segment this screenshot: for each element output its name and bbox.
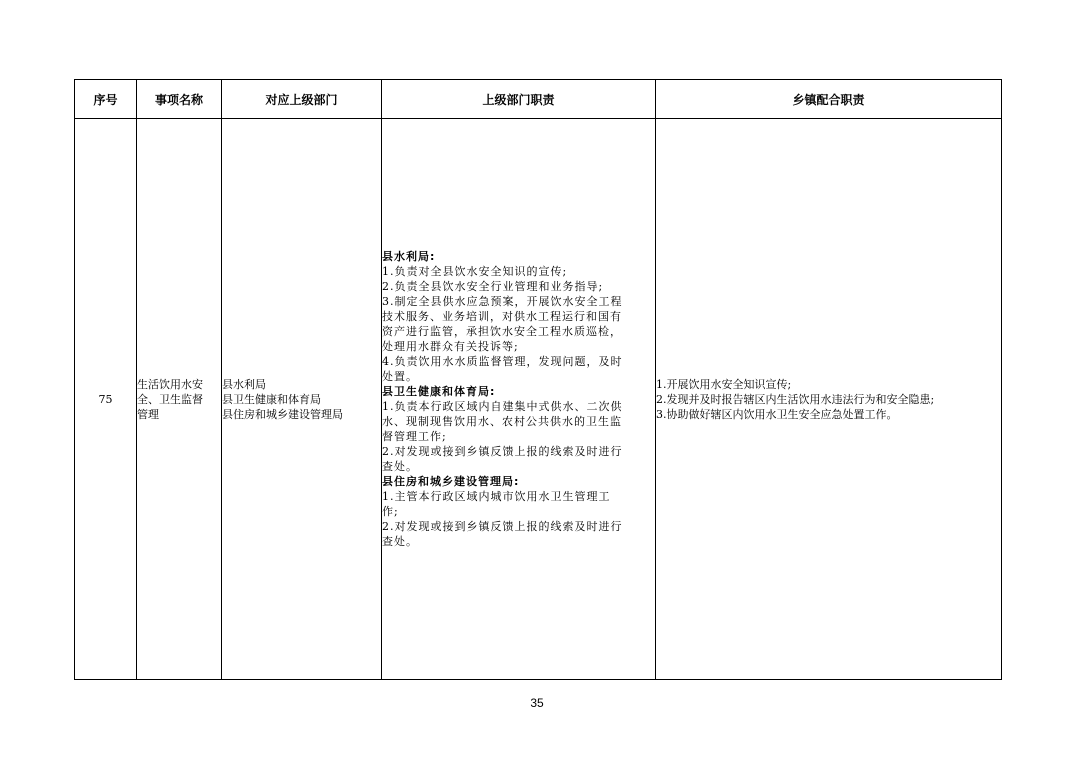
cell-superior-duty	[382, 119, 656, 680]
header-row	[75, 80, 1002, 119]
dept-line: 县住房和城乡建设管理局	[222, 407, 343, 421]
town-duty-line: 1.开展饮用水安全知识宣传;	[656, 377, 792, 391]
table-row	[75, 119, 1002, 680]
responsibility-table	[74, 79, 1002, 680]
town-duty-line: 2.发现并及时报告辖区内生活饮用水违法行为和安全隐患;	[656, 392, 935, 406]
duty-line: 查处。	[382, 535, 418, 548]
town-duty-line: 3.协助做好辖区内饮用水卫生安全应急处置工作。	[656, 407, 898, 421]
duty-line: 1.主管本行政区域内城市饮用水卫生管理工	[382, 490, 611, 503]
header-town-duty: 乡镇配合职责	[656, 80, 1002, 119]
duty-dept-heading: 县住房和城乡建设管理局:	[382, 475, 520, 488]
page-number: 35	[530, 696, 544, 710]
duty-line: 2.对发现或接到乡镇反馈上报的线索及时进行	[382, 520, 623, 533]
duty-line: 2.对发现或接到乡镇反馈上报的线索及时进行	[382, 445, 623, 458]
header-item-name: 事项名称	[137, 80, 222, 119]
duty-line: 1.负责本行政区域内自建集中式供水、二次供	[382, 400, 623, 413]
duty-line: 4.负责饮用水水质监督管理，发现问题，及时	[382, 355, 623, 368]
dept-line: 县水利局	[222, 377, 266, 391]
duty-line: 3.制定全县供水应急预案，开展饮水安全工程	[382, 295, 623, 308]
item-name-line: 生活饮用水安	[137, 377, 203, 391]
duty-line: 作;	[382, 505, 399, 518]
duty-line: 1.负责对全县饮水安全知识的宣传;	[382, 265, 568, 278]
item-name-line: 管理	[137, 407, 159, 421]
cell-superior-dept	[222, 119, 382, 680]
duty-dept-heading: 县水利局:	[382, 250, 436, 263]
duty-line: 2.负责全县饮水安全行业管理和业务指导;	[382, 280, 604, 293]
duty-line: 处理用水群众有关投诉等;	[382, 340, 519, 353]
duty-line: 处置。	[382, 370, 418, 383]
duty-line: 查处。	[382, 460, 418, 473]
header-seq: 序号	[75, 80, 137, 119]
duty-line: 资产进行监管，承担饮水安全工程水质巡检，	[382, 325, 622, 338]
header-superior-duty: 上级部门职责	[382, 80, 656, 119]
duty-line: 技术服务、业务培训，对供水工程运行和国有	[382, 310, 622, 323]
cell-seq: 75	[75, 119, 137, 680]
duty-line: 水、现制现售饮用水、农村公共供水的卫生监	[382, 415, 622, 428]
header-superior-dept: 对应上级部门	[222, 80, 382, 119]
item-name-line: 全、卫生监督	[137, 392, 203, 406]
duty-dept-heading: 县卫生健康和体育局:	[382, 385, 496, 398]
dept-line: 县卫生健康和体育局	[222, 392, 321, 406]
cell-town-duty	[656, 119, 1002, 680]
cell-item-name	[137, 119, 222, 680]
duty-line: 督管理工作;	[382, 430, 447, 443]
